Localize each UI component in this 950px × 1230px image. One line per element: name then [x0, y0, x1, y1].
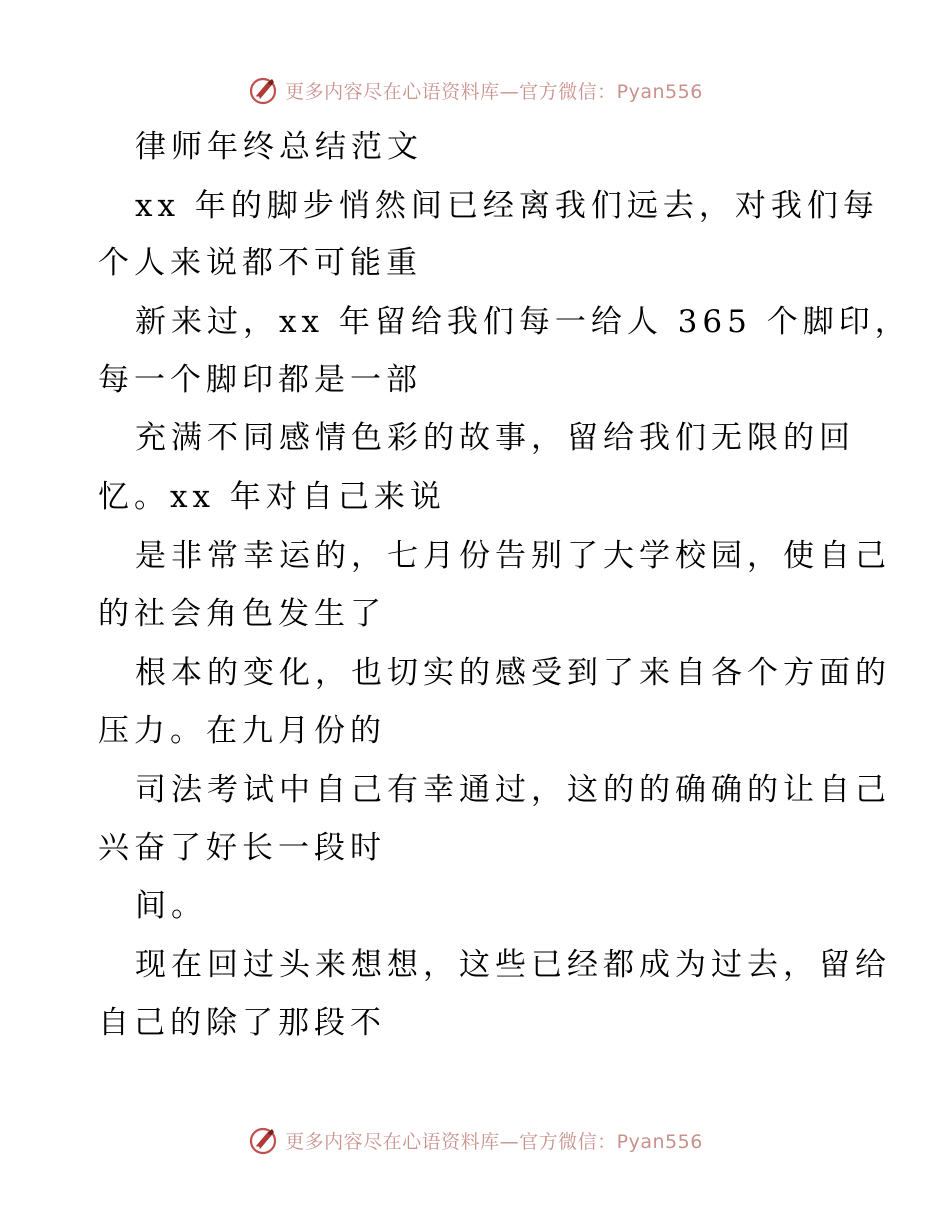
watermark-text: 更多内容尽在心语资料库—官方微信：Pyan556	[285, 1130, 703, 1153]
paragraph-line: 每一个脚印都是一部	[98, 362, 422, 398]
paragraph-line: 是非常幸运的，七月份告别了大学校园，使自己	[135, 538, 891, 574]
footer-watermark	[0, 1120, 950, 1160]
watermark-text: 更多内容尽在心语资料库—官方微信：Pyan556	[285, 80, 703, 103]
watermark-group	[247, 74, 703, 106]
paragraph-line: 自己的除了那段不	[98, 1005, 386, 1041]
paragraph-line: 新来过，xx 年留给我们每一给人 365 个脚印，	[135, 304, 911, 340]
pen-circle-logo-icon	[247, 1124, 279, 1156]
paragraph-line: 忆。xx 年对自己来说	[98, 479, 446, 515]
watermark-group	[247, 1124, 703, 1156]
paragraph-line: 现在回过头来想想，这些已经都成为过去，留给	[135, 947, 891, 983]
document-title: 律师年终总结范文	[135, 129, 423, 165]
header-watermark	[0, 70, 950, 110]
paragraph-line: 间。	[135, 888, 207, 924]
paragraph-line: 司法考试中自己有幸通过，这的的确确的让自己	[135, 772, 891, 808]
paragraph-line: 压力。在九月份的	[98, 713, 386, 749]
paragraph-line: 根本的变化，也切实的感受到了来自各个方面的	[135, 655, 891, 691]
pen-circle-logo-icon	[247, 74, 279, 106]
paragraph-line: 的社会角色发生了	[98, 596, 386, 632]
paragraph-line: 个人来说都不可能重	[98, 245, 422, 281]
paragraph-line: 兴奋了好长一段时	[98, 830, 386, 866]
paragraph-line: xx 年的脚步悄然间已经离我们远去，对我们每	[135, 188, 879, 224]
paragraph-line: 充满不同感情色彩的故事，留给我们无限的回	[135, 420, 855, 456]
